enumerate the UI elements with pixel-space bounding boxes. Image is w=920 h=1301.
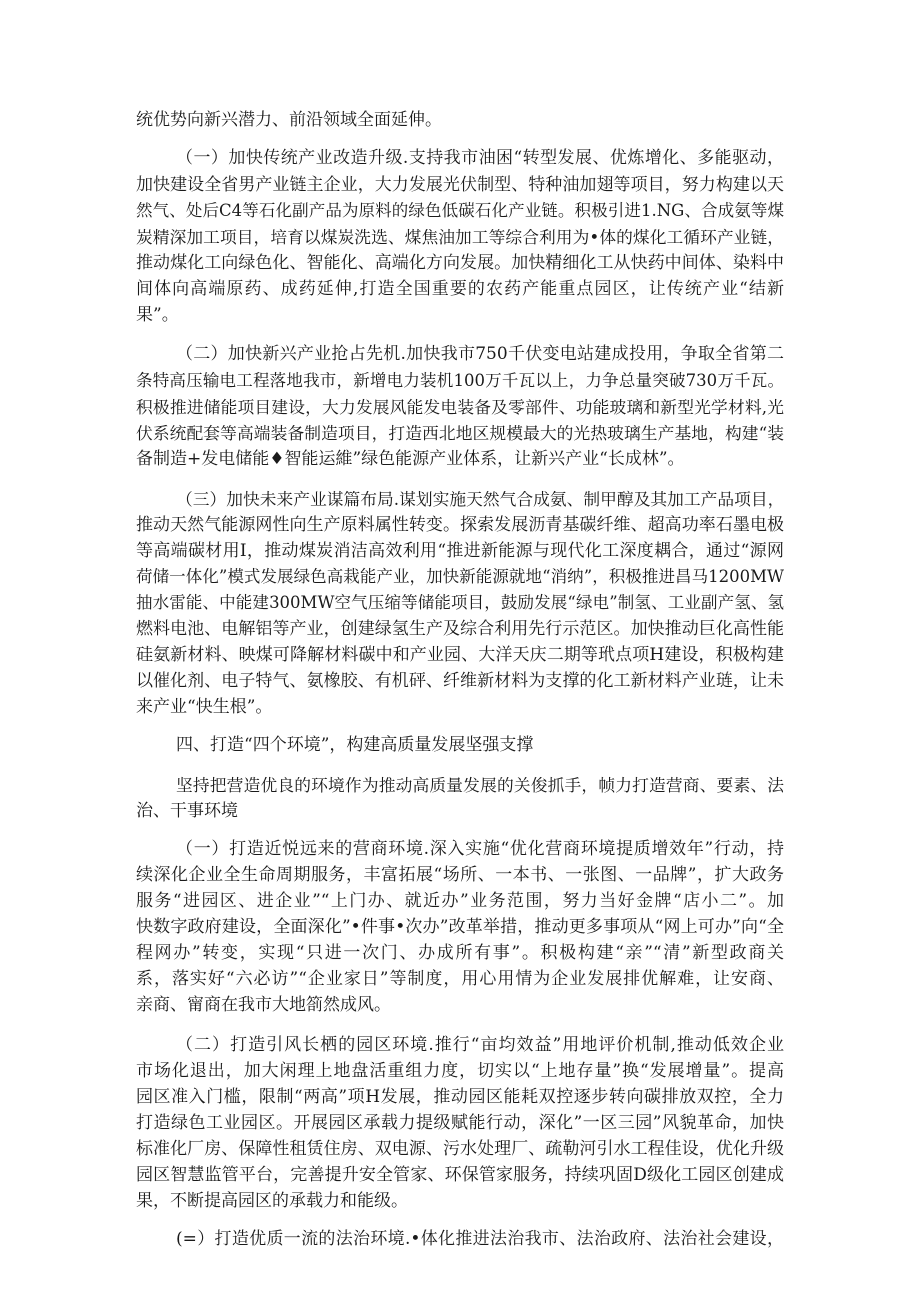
text-line: 然气、处后C4等石化副产品为原料的绿色低碳石化产业链。积极引进1.NG、合成氨等煤	[136, 201, 784, 220]
text-line: （一）加快传统产业改造升级.支持我市油困“转型发展、优炼增化、多能驱动，	[176, 148, 784, 168]
text-line: 伏系统配套等高端装备制造项目，打造西北地区规模最大的光热玻璃生产基地，构建“装	[136, 423, 784, 443]
text-line: 治、干事环境	[136, 801, 238, 821]
text-line: 抽水雷能、中能建300MW空气压缩等储能项目，鼓励发展“绿电”制氢、工业副产氢、氢	[136, 593, 784, 612]
text-line: 园区准入门槛，限制“两高”项H发展，推动园区能耗双控逐步转向碳排放双控，全力	[136, 1087, 784, 1107]
text-line: （二）加快新兴产业抢占先机.加快我市750千伏变电站建成投用，争取全省第二	[176, 344, 784, 364]
text-line: 果”。	[136, 305, 179, 325]
text-line: 市场化退出，加大闲理上地盘活重组力度，切实以“上地存量”换“发展增量”。提高	[136, 1061, 784, 1081]
text-line: 续深化企业全生命周期服务，丰富拓展“场所、一本书、一张图、一品牌”，扩大政务	[136, 865, 784, 885]
text-line: 加快建设全省男产业链主企业，大力发展光伏制型、特种油加翅等项目，努力构建以天	[136, 175, 784, 195]
text-line: 推动煤化工向绿色化、智能化、高端化方向发展。加快精细化工从快药中间体、染料中	[136, 253, 784, 273]
text-line: 打造绿色工业园区。开展园区承载力提级赋能行动，深化”一区三园”风貌革命，加快	[136, 1113, 784, 1133]
text-line: 等高端碳材用I，推动煤炭消洁高效利用“推进新能源与现代化工深度耦合，通过“源网	[136, 541, 784, 561]
text-line: 荷储一体化”模式发展绿色高栽能产业，加快新能源就地“消纳”，积极推进昌马1200MW	[136, 567, 784, 586]
text-line: 系，落实好“六必访”“企业家日”等制度，用心用情为企业发展排优解难，让安商、	[136, 969, 784, 989]
text-line: （一）打造近悦远来的营商环境.深入实施“优化营商环境提质增效年”行动，持	[176, 839, 784, 859]
text-line: 条特高压输电工程落地我市，新增电力装机100万千瓦以上，力争总量突破730万千瓦。	[136, 371, 784, 390]
text-line: 坚持把营造优良的环境作为推动高质量发展的关俊抓手，帧力打造营商、要素、法	[176, 775, 784, 795]
text-line: 果，不断提高园区的承载力和能级。	[136, 1191, 408, 1211]
text-line: 亲商、甯商在我市大地箚然成风。	[136, 995, 391, 1015]
text-line: (=）打造优质一流的法治环境.•体化推进法治我市、法治政府、法治社会建设，	[176, 1229, 784, 1249]
text-line: 园区智慧监管平台，完善提升安全管家、环保管家服务，持续巩固D级化工园区创建成	[136, 1165, 784, 1185]
text-line: 燃料电池、电解铝等产业，创建绿氢生产及综合利用先行示范区。加快推动巨化高性能	[136, 619, 784, 639]
text-line: 备制造+发电储能♦智能运維”绿色能源产业体系，让新兴产业“长成林”。	[136, 449, 685, 469]
text-line: 标准化厂房、保障性租赁住房、双电源、污水处理厂、疏勒河引水工程佳设，优化升级	[136, 1139, 784, 1159]
text-line: 硅氨新材料、映煤可降解材料碳中和产业园、大洋天庆二期等玳点项H建设，积极构建	[136, 645, 784, 665]
text-line: 快数字政府建设，全面深化”•件事•次办”改革举措，推动更多事项从“网上可办”向“全	[136, 917, 784, 937]
text-line: 推动天然气能源网性向生产原料属性转变。探索发展沥青基碳纤维、超高功率石墨电极	[136, 515, 784, 535]
text-line: 间体向高端原药、成药延伸,打造全国重要的农药产能重点园区，让传统产业“结新	[136, 279, 784, 299]
text-line: 积极推进储能项目建设，大力发展风能发电装备及零部件、功能玻璃和新型光学材料,光	[136, 397, 784, 417]
opening-line: 统优势向新兴潜力、前沿领域全面延伸。	[136, 110, 442, 130]
text-line: （二）打造引风长栖的园区环境.推行“亩均效益”用地评价机制,推动低效企业	[176, 1035, 784, 1055]
text-line: 来产业“快生根”。	[136, 697, 273, 717]
text-line: 服务“进园区、进企业”“上门办、就近办”业务范围，努力当好金牌“店小二”。加	[136, 891, 784, 911]
section-heading: 四、打造“四个环境”，构建高质量发展坚强支撑	[176, 735, 534, 755]
text-line: 程网办”转变，实现“只进一次门、办成所有事”。积极构建“亲”“清”新型政商关	[136, 943, 784, 963]
text-line: （三）加快未来产业谋篇布局.谋划实施天然气合成氨、制甲醇及其加工产品项目，	[176, 489, 785, 509]
text-line: 炭精深加工项目，培育以煤炭洗选、煤焦油加工等综合利用为•体的煤化工循环产业链，	[136, 227, 784, 247]
text-line: 以催化剂、电子特气、氨橡胶、有机砰、纤维新材料为支撑的化工新材料产业琏，让未	[136, 671, 784, 691]
